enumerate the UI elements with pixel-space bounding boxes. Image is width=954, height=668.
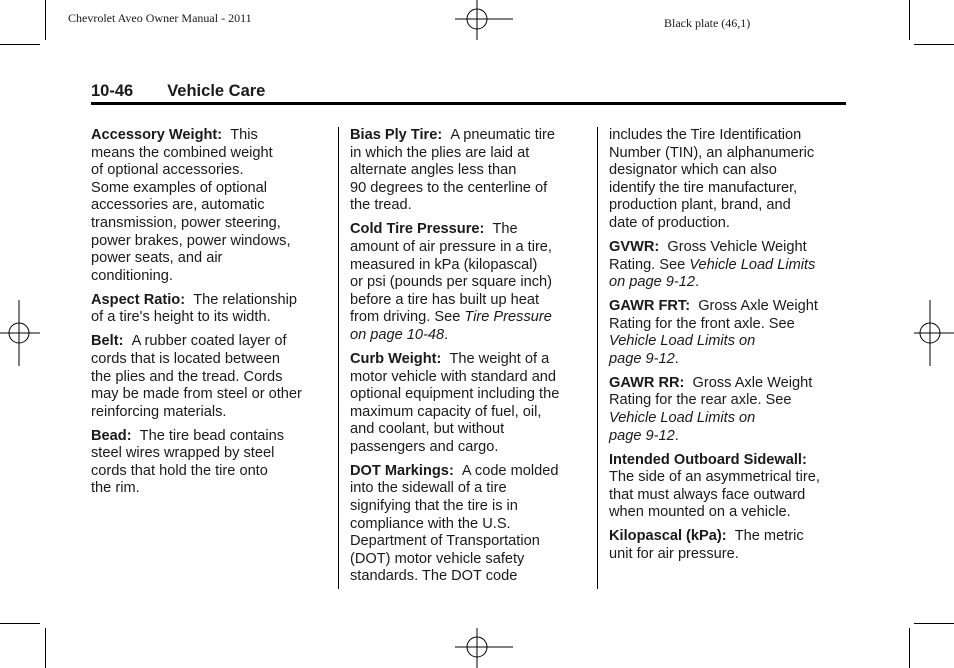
definition-bead: Bead: The tire bead contains steel wires wrapped by steel cords that hold the tire onto the rim. (91, 427, 285, 497)
term: Intended Outboard Sidewall (609, 451, 802, 468)
definition-gvwr: GVWR: Gross Vehicle Weight Rating. See Vehicle Load Limits on page 9-12. (609, 238, 816, 291)
registration-crosshair-icon (914, 300, 954, 366)
definition-kilopascal: Kilopascal (kPa): The metric unit for air pressure. (609, 528, 804, 563)
cross-reference-link[interactable]: on page 10-48 (350, 326, 445, 343)
cross-reference-link[interactable]: Vehicle Load Limits on (609, 333, 756, 350)
definition-curb-weight: Curb Weight: The weight of a motor vehicle with standard and optional equipment including the maximum capacity of fuel, oil, and coolant, but without passengers and cargo. (350, 350, 560, 455)
definition-dot-markings-continued: includes the Tire Identification Number (TIN), an alphanumeric designator which can also identify the tire manufacturer, production plant, brand, and date of production. (609, 127, 815, 231)
definition-gawr-rr: GAWR RR: Gross Axle Weight Rating for the rear axle. See Vehicle Load Limits on page 9-12. (609, 374, 813, 444)
column-divider (597, 127, 598, 589)
crop-mark (909, 0, 910, 40)
cross-reference-link[interactable]: Vehicle Load Limits (689, 256, 816, 273)
term: DOT Markings (350, 462, 449, 479)
header-rule (91, 102, 846, 105)
definition-cold-tire-pressure: Cold Tire Pressure: The amount of air pressure in a tire, measured in kPa (kilopascal) or psi (pounds per square inch) before a tire has built up heat from driving. See Tire Pressure on page 10-48. (350, 221, 552, 343)
page-title (91, 82, 265, 101)
term: Curb Weight (350, 350, 437, 367)
cross-reference-link[interactable]: Vehicle Load Limits on (609, 410, 756, 427)
cross-reference-link[interactable]: Tire Pressure (464, 309, 552, 326)
term: Accessory Weight (91, 127, 218, 143)
plate-label: Black plate (46,1) (664, 16, 751, 30)
term: Bias Ply Tire (350, 127, 438, 143)
term: GVWR (609, 238, 655, 255)
column-1 (91, 127, 331, 504)
definition-aspect-ratio: Aspect Ratio: The relationship of a tire's height to its width. (91, 291, 298, 326)
registration-crosshair-icon (455, 0, 515, 40)
definition-dot-markings: DOT Markings: A code molded into the sidewall of a tire signifying that the tire is in compliance with the U.S. Department of Transportation (DOT) motor vehicle safety standards. The DOT code (350, 462, 559, 585)
definition-gawr-frt: GAWR FRT: Gross Axle Weight Rating for the front axle. See Vehicle Load Limits on page 9-12. (609, 298, 818, 367)
crop-mark (909, 628, 910, 668)
registration-crosshair-icon (455, 628, 515, 668)
term: GAWR RR (609, 374, 680, 391)
registration-crosshair-icon (0, 300, 40, 366)
column-2 (350, 127, 590, 592)
term: Bead (91, 427, 127, 444)
term: GAWR FRT (609, 298, 686, 315)
cross-reference-link[interactable]: page 9-12 (609, 350, 675, 367)
cross-reference-link[interactable]: page 9-12 (609, 427, 675, 444)
crop-mark (45, 0, 46, 40)
definition-belt: Belt: A rubber coated layer of cords that is located between the plies and the tread. Cords may be made from steel or other reinforcing materials. (91, 333, 302, 420)
manual-title: Chevrolet Aveo Owner Manual - 2011 (68, 11, 252, 25)
crop-mark (45, 628, 46, 668)
term: Cold Tire Pressure (350, 221, 480, 238)
cross-reference-link[interactable]: on page 9-12 (609, 274, 696, 291)
crop-mark (0, 44, 40, 45)
crop-mark (914, 44, 954, 45)
section-title: Vehicle Care (167, 82, 266, 100)
column-3 (609, 127, 849, 570)
definition-bias-ply-tire: Bias Ply Tire: A pneumatic tire in which the plies are laid at alternate angles less than 90 degrees to the centerline of the tread. (350, 127, 555, 214)
crop-mark (0, 623, 40, 624)
column-divider (338, 127, 339, 589)
definition-accessory-weight: Accessory Weight: This means the combined weight of optional accessories. Some examples of optional accessories are, automatic transmission, power steering, power brakes, power windows, power seats, and air conditioning. (91, 127, 291, 284)
crop-mark (914, 623, 954, 624)
term: Belt (91, 333, 119, 350)
page-number: 10-46 (91, 82, 134, 100)
term: Aspect Ratio (91, 291, 181, 308)
definition-intended-outboard-sidewall: Intended Outboard Sidewall: The side of an asymmetrical tire, that must always face outward when mounted on a vehicle. (609, 451, 820, 521)
term: Kilopascal (kPa) (609, 528, 722, 545)
